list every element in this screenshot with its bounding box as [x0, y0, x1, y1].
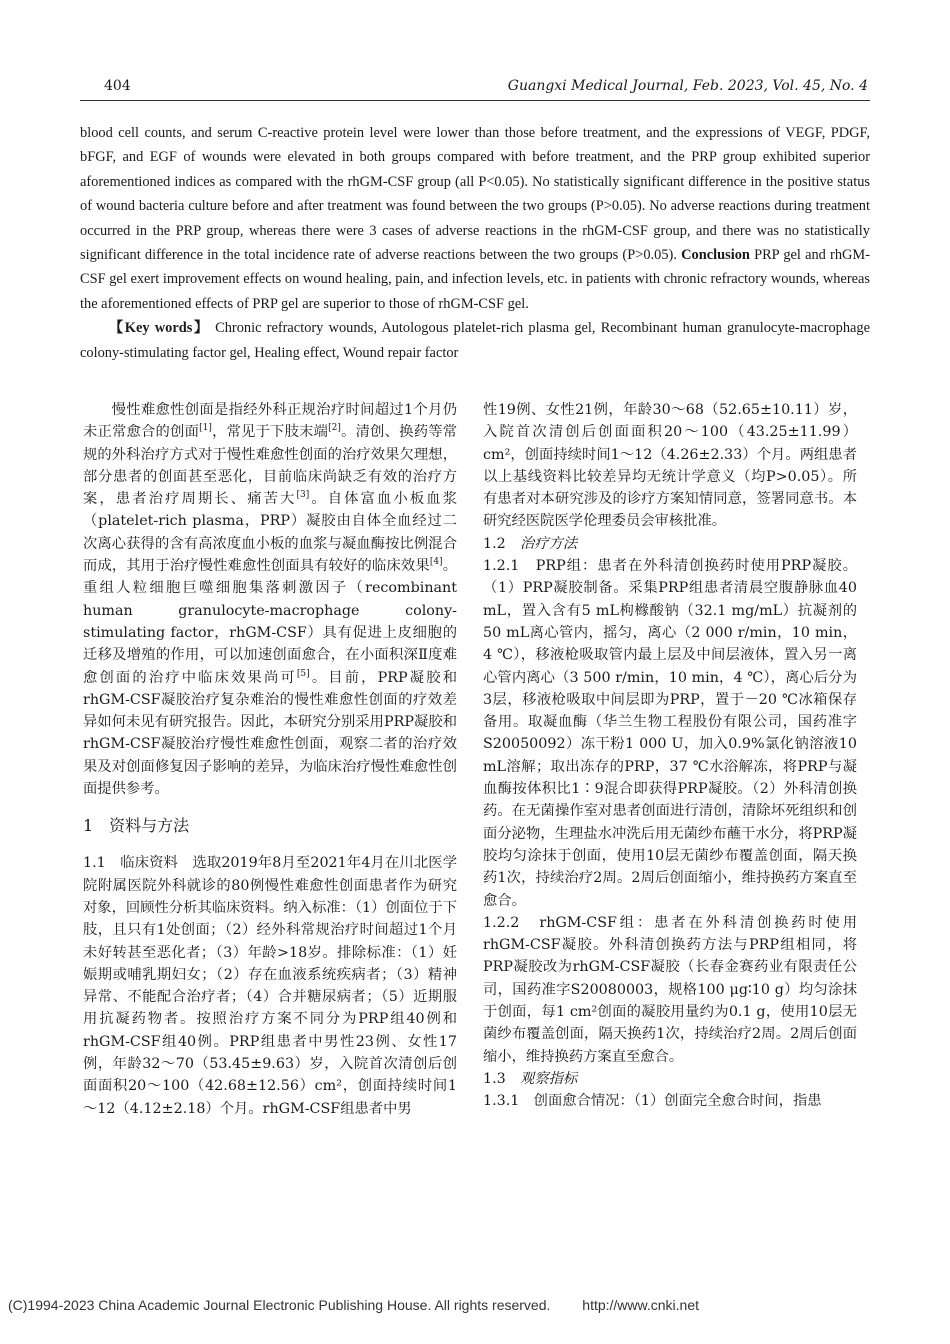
- ref-3[interactable]: [3]: [296, 490, 310, 501]
- header-divider: [80, 100, 870, 101]
- intro-paragraph: 慢性难愈性创面是指经外科正规治疗时间超过1个月仍未正常愈合的创面[1]，常见于下肢末端[2]。清创、换药等常规的外科治疗方式对于慢性难愈性创面的治疗效果欠理想，部分患者的创面甚至恶化，目前临床尚缺乏有效的治疗方案，患者治疗周期长、痛苦大[3]。自体富血小板血浆（platelet-rich plasma，PRP）凝胶由自体全血经过二次离心获得的含有高浓度血小板的血浆与凝血酶按比例混合而成，其用于治疗慢性难愈性创面具有较好的临床效果[4]。重组人粒细胞巨噬细胞集落刺激因子（recombinant human granulocyte-macrophage colony-stimulating factor，rhGM-CSF）具有促进上皮细胞的迁移及增殖的作用，可以加速创面愈合，在小面积深Ⅱ度难愈创面的治疗中临床效果尚可[5]。目前，PRP凝胶和rhGM-CSF凝胶治疗复杂难治的慢性难愈性创面的疗效差异如何未见有研究报告。因此，本研究分别采用PRP凝胶和rhGM-CSF凝胶治疗慢性难愈性创面，观察二者的治疗效果及对创面修复因子影响的差异，为临床治疗慢性难愈性创面提供参考。: [83, 402, 458, 798]
- footer-url[interactable]: http://www.cnki.net: [582, 1297, 699, 1313]
- footer-copyright: (C)1994-2023 China Academic Journal Electronic Publishing House. All rights reserved.: [8, 1297, 551, 1313]
- ref-5[interactable]: [5]: [296, 668, 310, 679]
- section-1-1-label: 1.1 临床资料: [83, 855, 179, 872]
- journal-running-header: Guangxi Medical Journal, Feb. 2023, Vol. 45, No. 4: [507, 78, 868, 94]
- ref-1[interactable]: [1]: [199, 423, 212, 434]
- section-1-2-heading: 1.2 治疗方法: [483, 535, 578, 552]
- right-column: [483, 399, 857, 1113]
- keywords: [80, 316, 870, 365]
- abstract-results-text: [80, 121, 870, 316]
- abstract-results: blood cell counts, and serum C-reactive protein level were lower than those before treatment, and the expressions of VEGF, PDGF, bFGF, and EGF of wounds were elevated in both groups compared with before treatment, and the PRP group exhibited superior aforementioned indices as compared with the rhGM-CSF group (all P<0.05). No statistically significant difference in the positive status of wound bacteria culture before and after treatment was found between the two groups (P>0.05). No adverse reactions during treatment occurred in the PRP group, whereas there were 3 cases of adverse reactions in the rhGM-CSF group, and there was no statistically significant difference in the total incidence rate of adverse reactions between the two groups (P>0.05).: [80, 125, 870, 264]
- ref-2[interactable]: [2]: [328, 423, 341, 434]
- page-number: 404: [104, 78, 131, 94]
- section-1-heading: 1 资料与方法: [83, 816, 190, 836]
- section-1-2-2: 1.2.2 rhGM-CSF组：患者在外科清创换药时使用rhGM-CSF凝胶。外科清创换药方法与PRP组相同，将PRP凝胶改为rhGM-CSF凝胶（长春金赛药业有限责任公司，国药准字S20080003，规格100 μg∶10 g）均匀涂抹于创面，每1 cm²创面的凝胶用量约为0.1 g，使用10层无菌纱布覆盖创面，隔天换药1次，持续治疗2周。2周后创面缩小，维持换药方案直至愈合。: [483, 914, 857, 1065]
- section-1-3-1: 1.3.1 创面愈合情况：（1）创面完全愈合时间，指患: [483, 1093, 822, 1110]
- section-1-1: [83, 852, 457, 1120]
- baseline-continued: 性19例、女性21例，年龄30～68（52.65±10.11）岁，入院首次清创后创面面积20～100（43.25±11.99）cm²，创面持续时间1～12（4.26±2.33）个月。两组患者以上基线资料比较差异均无统计学意义（均P>0.05）。所有患者对本研究涉及的诊疗方案知情同意，签署同意书。本研究经医院医学伦理委员会审核批准。: [483, 402, 857, 530]
- footer: [8, 1297, 727, 1313]
- keywords-label: 【Key words】: [108, 320, 210, 337]
- english-abstract: [80, 121, 870, 365]
- left-column: [83, 399, 457, 1120]
- conclusion-text: PRP gel and rhGM-CSF gel exert improvement effects on wound healing, pain, and infection levels, etc. in patients with chronic refractory wounds, whereas the aforementioned effects of PRP gel are superior to those of rhGM-CSF gel.: [80, 247, 870, 312]
- ref-4[interactable]: [4]: [429, 557, 443, 568]
- conclusion-label: Conclusion: [681, 247, 750, 264]
- section-1-3-heading: 1.3 观察指标: [483, 1070, 578, 1087]
- section-1-1-text: 选取2019年8月至2021年4月在川北医学院附属医院外科就诊的80例慢性难愈性创面患者作为研究对象，回顾性分析其临床资料。纳入标准：（1）创面位于下肢，且只有1处创面；（2）经外科常规治疗时间超过1个月未好转甚至恶化者；（3）年龄>18岁。排除标准：（1）妊娠期或哺乳期妇女；（2）存在血液系统疾病者；（3）精神异常、不能配合治疗者；（4）合并糖尿病者；（5）近期服用抗凝药物者。按照治疗方案不同分为PRP组40例和rhGM-CSF组40例。PRP组患者中男性23例、女性17例，年龄32～70（53.45±9.63）岁，入院首次清创后创面面积20～100（42.68±12.56）cm²，创面持续时间1～12（4.12±2.18）个月。rhGM-CSF组患者中男: [83, 855, 457, 1117]
- keywords-text: Chronic refractory wounds, Autologous platelet-rich plasma gel, Recombinant human granulocyte-macrophage colony-stimulating factor gel, Healing effect, Wound repair factor: [80, 320, 871, 361]
- section-1-2-1: 1.2.1 PRP组：患者在外科清创换药时使用PRP凝胶。（1）PRP凝胶制备。采集PRP组患者清晨空腹静脉血40 mL，置入含有5 mL枸橼酸钠（32.1 mg/mL）抗凝剂的50 mL离心管内，摇匀，离心（2 000 r/min，10 min，4 ℃），移液枪吸取管内最上层及中间层液体，置入另一离心管内离心（3 500 r/min，10 min，4 ℃），离心后分为3层，移液枪吸取中间层即为PRP，置于－20 ℃冰箱保存备用。取凝血酶（华兰生物工程股份有限公司，国药准字S20050092）冻干粉1 000 U，加入0.9%氯化钠溶液10 mL溶解；取出冻存的PRP，37 ℃水浴解冻，将PRP与凝血酶按体积比1∶9混合即获得PRP凝胶。（2）外科清创换药。在无菌操作室对患者创面进行清创，清除坏死组织和创面分泌物，生理盐水冲洗后用无菌纱布蘸干水分，将PRP凝胶均匀涂抹于创面，使用10层无菌纱布覆盖创面，隔天换药1次，持续治疗2周。2周后创面缩小，维持换药方案直至愈合。: [483, 558, 857, 909]
